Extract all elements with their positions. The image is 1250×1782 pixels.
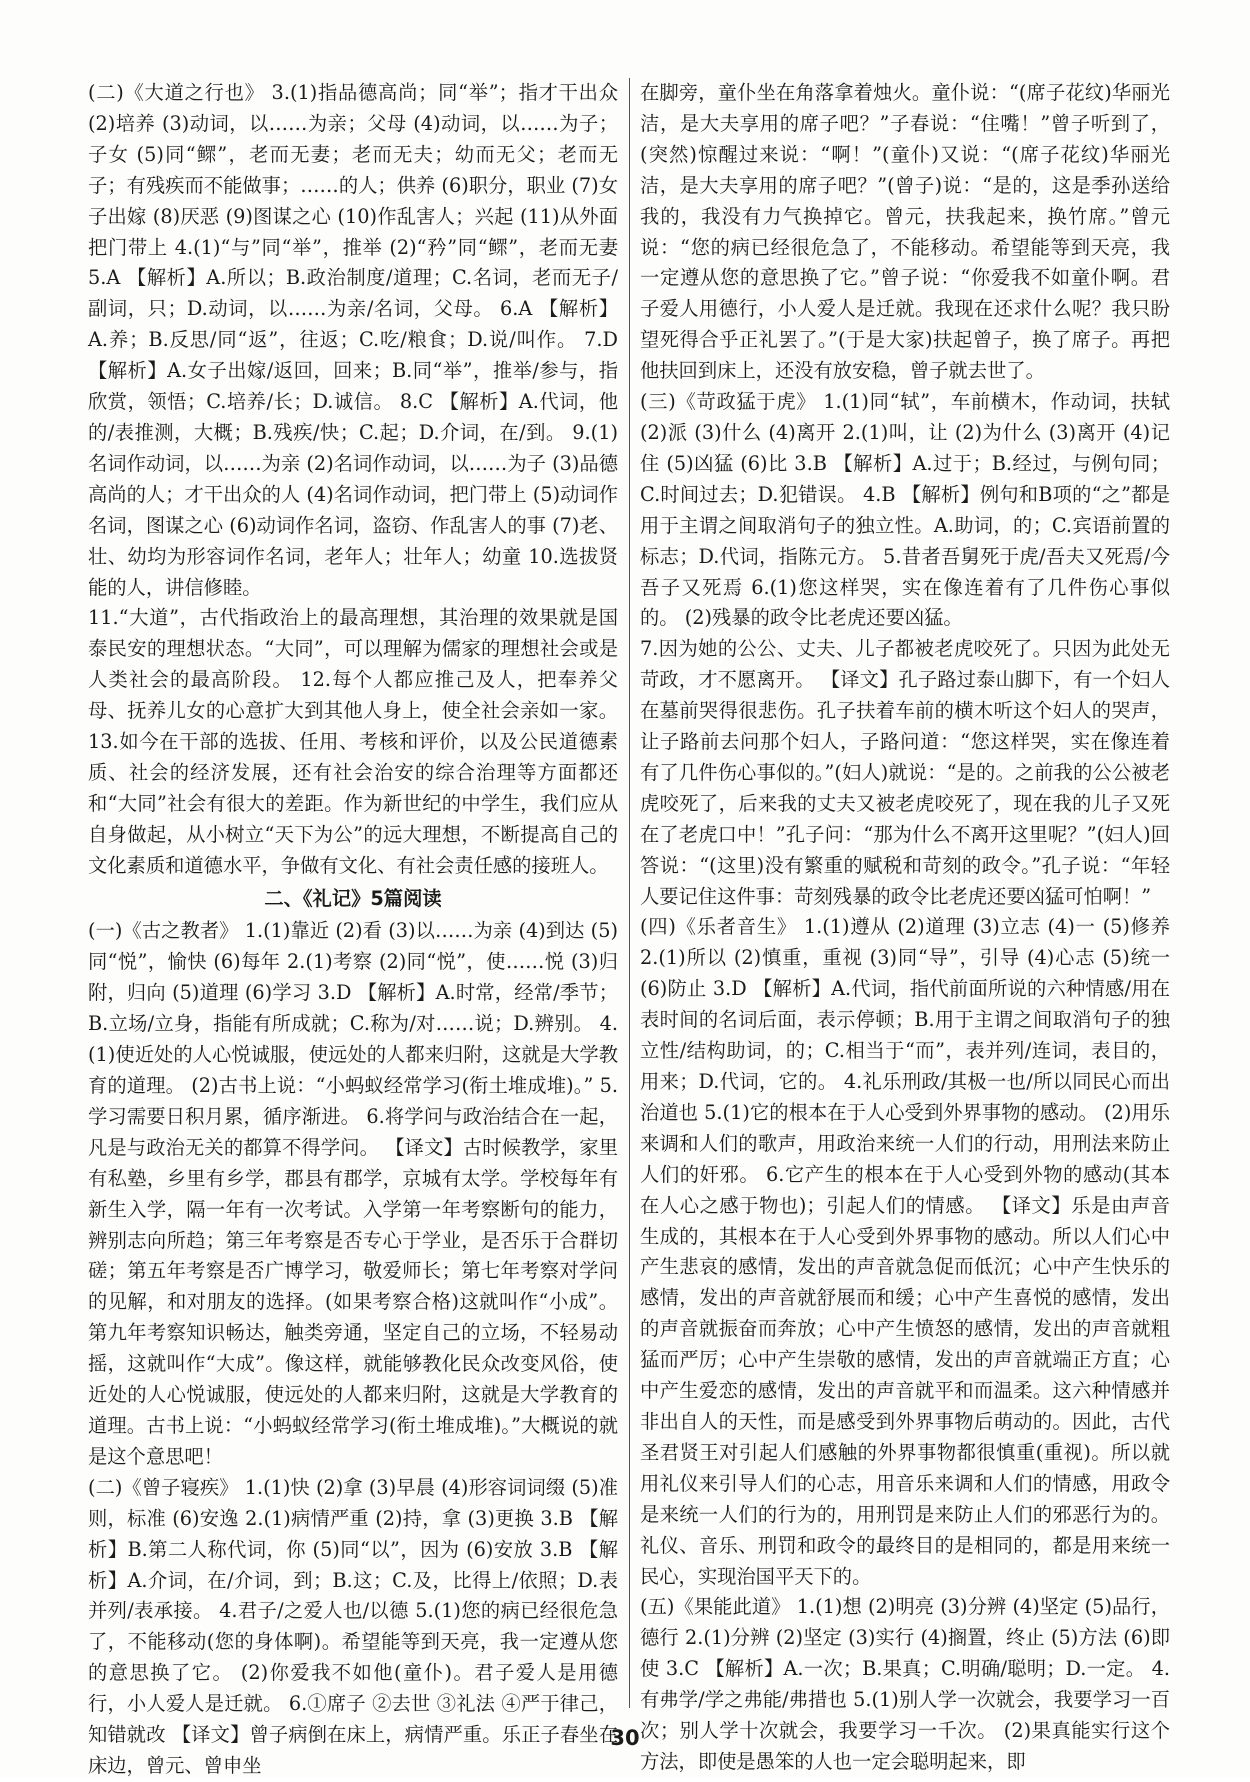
answer-block-dadao-cont: 11.“大道”，古代指政治上的最高理想，其治理的效果就是国泰民安的理想状态。“大同”，可以理解为儒家的理想社会或是人类社会的最高阶段。 12.每个人都应推己及人，把奉养父母、抚养儿女的心意扩大到其他人身上，使全社会亲如一家。 13.如今在干部的选拔、任用、考核和评价，以及公民道德素质、社会的经济发展，还有社会治安的综合治理等方面都还和“大同”社会有很大的差距。作为新世纪的中学生，我们应从自身做起，从小树立“天下为公”的远大理想，不断提高自己的文化素质和道德水平，争做有文化、有社会责任感的接班人。 <box>88 606 618 877</box>
left-column <box>88 78 618 1777</box>
column-divider <box>629 78 630 1708</box>
answer-block-yuezhe: (四)《乐者音生》 1.(1)遵从 (2)道理 (3)立志 (4)一 (5)修养 2.(1)所以 (2)慎重，重视 (3)同“导”，引导 (4)心志 (5)统一 (6)防止 3.D 【解析】A.代词，指代前面所说的六种情感/用在表时间的名词后面，表示停顿；B.用于主谓之间取消句子的独立性/结构助词，的；C.相当于“而”，表并列/连词，表目的，用来；D.代词，它的。 4.礼乐刑政/其极一也/所以同民心而出治道也 5.(1)它的根本在于人心受到外界事物的感动。 (2)用乐来调和人们的歌声，用政治来统一人们的行动，用刑法来防止人们的奸邪。 6.它产生的根本在于人心受到外物的感动(其本在人心之感于物也)；引起人们的情感。 【译文】乐是由声音生成的，其根本在于人心受到外界事物的感动。所以人们心中产生悲哀的感情，发出的声音就急促而低沉；心中产生快乐的感情，发出的声音就舒展而和缓；心中产生喜悦的感情，发出的声音就振奋而奔放；心中产生愤怒的感情，发出的声音就粗猛而严厉；心中产生崇敬的感情，发出的声音就端正方直；心中产生爱恋的感情，发出的声音就平和而温柔。这六种情感并非出自人的天性，而是感受到外界事物后萌动的。因此，古代圣君贤王对引起人们感触的外界事物都很慎重(重视)。所以就用礼仪来引导人们的心志，用音乐来调和人们的情感，用政令是来统一人们的行为的，用刑罚是来防止人们的邪恶行为的。礼仪、音乐、刑罚和政令的最终目的是相同的，都是用来统一民心，实现治国平天下的。 <box>640 915 1170 1588</box>
translation-zengzi-cont: 在脚旁，童仆坐在角落拿着烛火。童仆说：“(席子花纹)华丽光洁，是大夫享用的席子吧？”子春说：“住嘴！”曾子听到了，(突然)惊醒过来说：“啊！”(童仆)又说：“(席子花纹)华丽光洁，是大夫享用的席子吧？”(曾子)说：“是的，这是季孙送给我的，我没有力气换掉它。曾元，扶我起来，换竹席。”曾元说：“您的病已经很危急了，不能移动。希望能等到天亮，我一定遵从您的意思换了它。”曾子说：“你爱我不如童仆啊。君子爱人用德行，小人爱人是迁就。我现在还求什么呢？我只盼望死得合乎正礼罢了。”(于是大家)扶起曾子，换了席子。再把他扶回到床上，还没有放安稳，曾子就去世了。 <box>640 81 1170 383</box>
answer-block-guoneng: (五)《果能此道》 1.(1)想 (2)明亮 (3)分辨 (4)坚定 (5)品行，德行 2.(1)分辨 (2)坚定 (3)实行 (4)搁置，终止 (5)方法 (6)即使 3.C 【解析】A.一次；B.果真；C.明确/聪明；D.一定。 4.有弗学/学之弗能/弗措也 5.(1)别人学一次就会，我要学习一百次；别人学十次就会，我要学习一千次。 (2)果真能实行这个方法，即使是愚笨的人也一定会聪明起来，即 <box>640 1595 1170 1773</box>
page-number: 30 <box>610 1726 640 1750</box>
answer-block-kezheng: (三)《苛政猛于虎》 1.(1)同“轼”，车前横木，作动词，扶轼 (2)派 (3)什么 (4)离开 2.(1)叫，让 (2)为什么 (3)离开 (4)记住 (5)凶猛 (6)比 3.B 【解析】A.过于；B.经过，与例句同；C.时间过去；D.犯错误。 4.B 【解析】例句和B项的“之”都是用于主谓之间取消句子的独立性。A.助词，的；C.宾语前置的标志；D.代词，指陈元方。 5.昔者吾舅死于虎/吾夫又死焉/今吾子又死焉 6.(1)您这样哭，实在像连着有了几件伤心事似的。 (2)残暴的政令比老虎还要凶猛。 <box>640 390 1170 630</box>
answer-block-zengzi: (二)《曾子寝疾》 1.(1)快 (2)拿 (3)早晨 (4)形容词词缀 (5)准则，标准 (6)安逸 2.(1)病情严重 (2)持，拿 (3)更换 3.B 【解析】B.第二人称代词，你 (5)同“以”，因为 (6)安放 3.B 【解析】A.介词，在/介词，到；B.这；C.及，比得上/依照；D.表并列/表承接。 4.君子/之爱人也/以德 5.(1)您的病已经很危急了，不能移动(您的身体啊)。希望能等到天亮，我一定遵从您的意思换了它。 (2)你爱我不如他(童仆)。君子爱人是用德行，小人爱人是迁就。 6.①席子 ②去世 ③礼法 ④严于律己，知错就改 【译文】曾子病倒在床上，病情严重。乐正子春坐在床边，曾元、曾申坐 <box>88 1475 618 1777</box>
right-column <box>640 78 1170 1773</box>
answer-block-guzhijiaozhe: (一)《古之教者》 1.(1)靠近 (2)看 (3)以……为亲 (4)到达 (5)同“悦”，愉快 (6)每年 2.(1)考察 (2)同“悦”，使……悦 (3)归附，归向 (5)道理 (6)学习 3.D 【解析】A.时常，经常/季节；B.立场/立身，指能有所成就；C.称为/对……说；D.辨别。 4.(1)使近处的人心悦诚服，使远处的人都来归附，这就是大学教育的道理。 (2)古书上说：“小蚂蚁经常学习(衔土堆成堆)。” 5.学习需要日积月累，循序渐进。 6.将学问与政治结合在一起，凡是与政治无关的都算不得学问。 【译文】古时候教学，家里有私塾，乡里有乡学，郡县有郡学，京城有太学。学校每年有新生入学，隔一年有一次考试。入学第一年考察断句的能力，辨别志向所趋；第三年考察是否专心于学业，是否乐于合群切磋；第五年考察是否广博学习，敬爱师长；第七年考察对学问的见解，和对朋友的选择。(如果考察合格)这就叫作“小成”。第九年考察知识畅达，触类旁通，坚定自己的立场，不轻易动摇，这就叫作“大成”。像这样，就能够教化民众改变风俗，使近处的人心悦诚服，使远处的人都来归附，这就是大学教育的道理。古书上说：“小蚂蚁经常学习(衔土堆成堆)。”大概说的就是这个意思吧！ <box>88 919 618 1468</box>
answer-block-kezheng-cont: 7.因为她的公公、丈夫、儿子都被老虎咬死了。只因为此处无苛政，才不愿离开。 【译文】孔子路过泰山脚下，有一个妇人在墓前哭得很悲伤。孔子扶着车前的横木听这个妇人的哭声，让子路前去问那个妇人，子路问道：“您这样哭，实在像连着有了几件伤心事似的。”(妇人)就说：“是的。之前我的公公被老虎咬死了，后来我的丈夫又被老虎咬死了，现在我的儿子又死在了老虎口中！”孔子问：“那为什么不离开这里呢？”(妇人)回答说：“(这里)没有繁重的赋税和苛刻的政令。”孔子说：“年轻人要记住这件事：苛刻残暴的政令比老虎还要凶猛可怕啊！” <box>640 637 1170 908</box>
answer-block-dadao: (二)《大道之行也》 3.(1)指品德高尚；同“举”；指才干出众 (2)培养 (3)动词，以……为亲；父母 (4)动词，以……为子；子女 (5)同“鳏”，老而无妻；老而无夫；幼而无父；老而无子；有残疾而不能做事；……的人；供养 (6)职分，职业 (7)女子出嫁 (8)厌恶 (9)图谋之心 (10)作乱害人；兴起 (11)从外面把门带上 4.(1)“与”同“举”，推举 (2)“矜”同“鳏”，老而无妻 5.A 【解析】A.所以；B.政治制度/道理；C.名词，老而无子/副词，只；D.动词，以……为亲/名词，父母。 6.A 【解析】A.养；B.反思/同“返”，往返；C.吃/粮食；D.说/叫作。 7.D 【解析】A.女子出嫁/返回，回来；B.同“举”，推举/参与，指欣赏，领悟；C.培养/长；D.诚信。 8.C 【解析】A.代词，他的/表推测，大概；B.残疾/快；C.起；D.介词，在/到。 9.(1)名词作动词，以……为亲 (2)名词作动词，以……为子 (3)品德高尚的人；才干出众的人 (4)名词作动词，把门带上 (5)动词作名词，图谋之心 (6)动词作名词，盗窃、作乱害人的事 (7)老、壮、幼均为形容词作名词，老年人；壮年人；幼童 10.选拔贤能的人，讲信修睦。 <box>88 81 618 599</box>
section-heading-liji: 二、《礼记》5篇阅读 <box>264 886 442 910</box>
